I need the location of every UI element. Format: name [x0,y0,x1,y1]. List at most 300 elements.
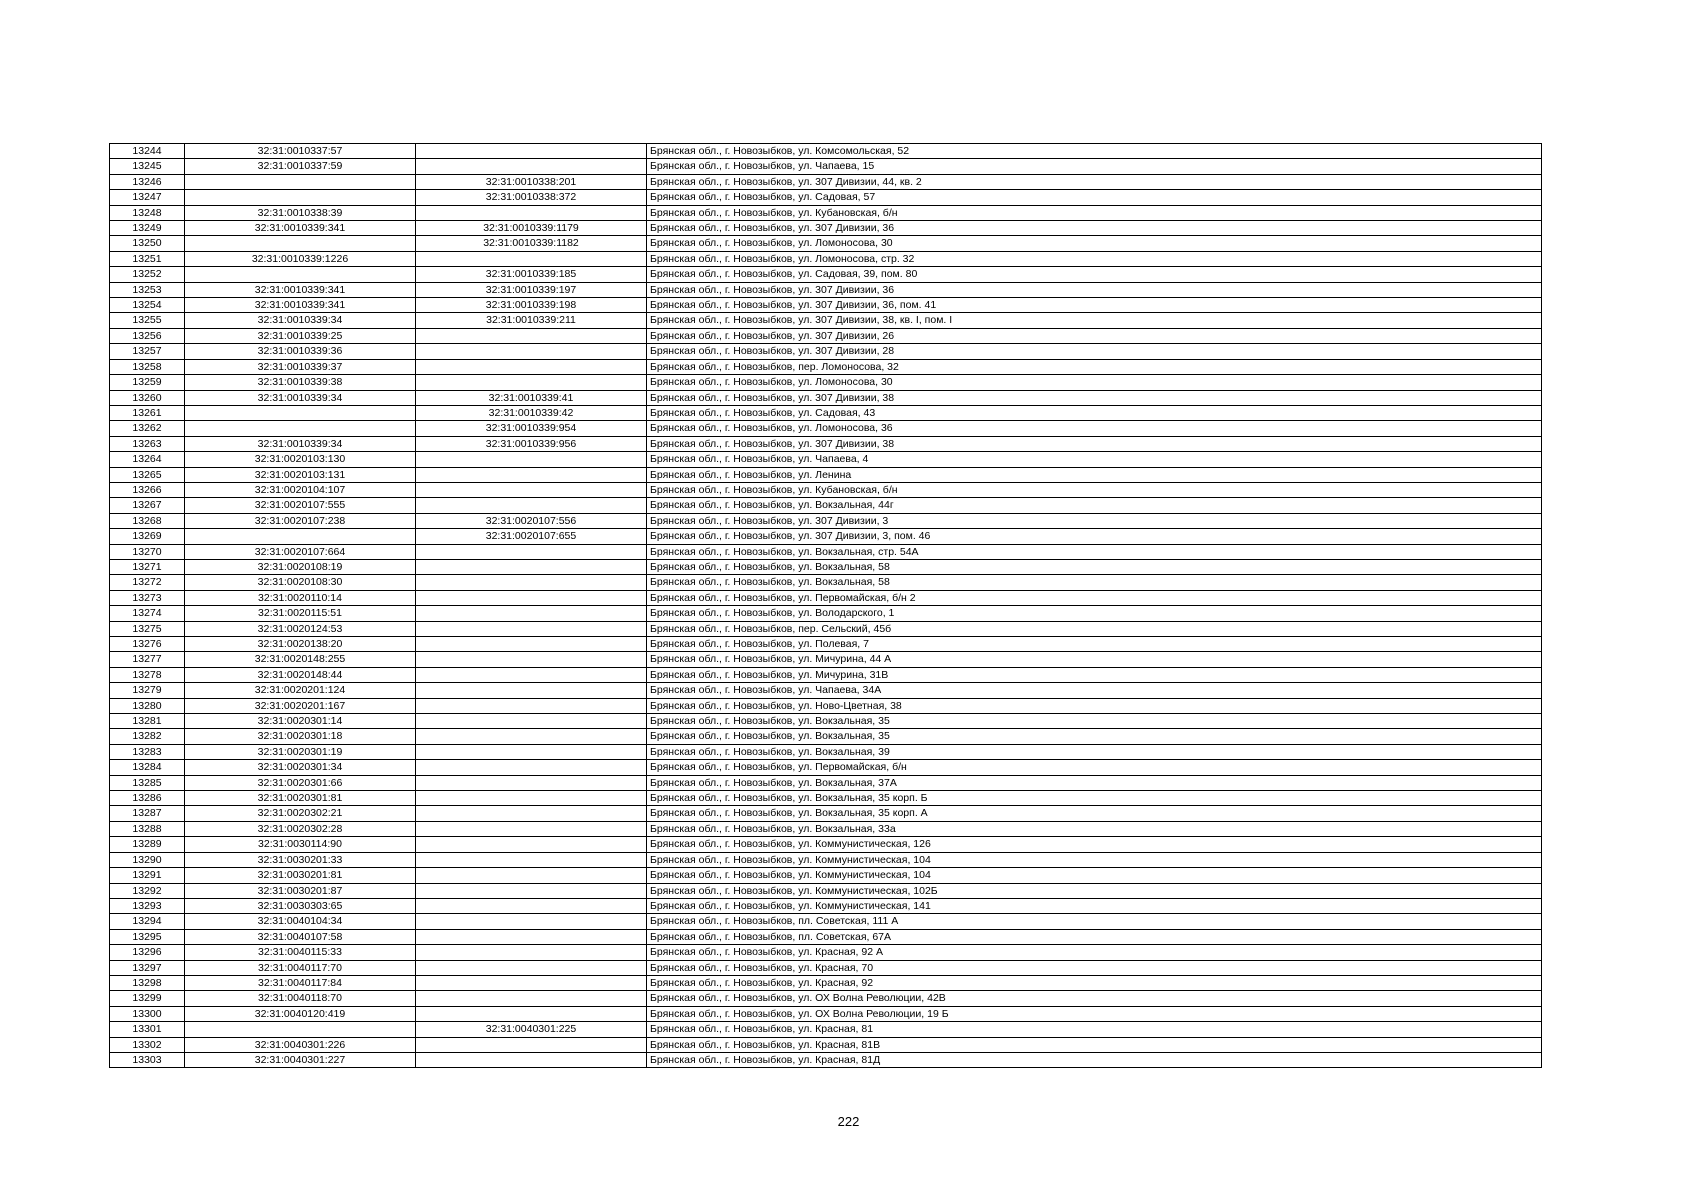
related-cadastral-number-cell [416,359,647,374]
address-cell: Брянская обл., г. Новозыбков, ул. Вокзальная, 58 [647,559,1542,574]
row-number-cell: 13254 [110,298,185,313]
cadastral-number-cell: 32:31:0020302:28 [185,821,416,836]
row-number-cell: 13303 [110,1052,185,1067]
row-number-cell: 13271 [110,559,185,574]
table-row [110,375,1542,390]
related-cadastral-number-cell: 32:31:0010339:956 [416,436,647,451]
cadastral-number-cell [185,421,416,436]
related-cadastral-number-cell [416,975,647,990]
table-row [110,359,1542,374]
address-cell: Брянская обл., г. Новозыбков, ул. Чапаева, 4 [647,452,1542,467]
related-cadastral-number-cell: 32:31:0010339:1179 [416,221,647,236]
address-cell: Брянская обл., г. Новозыбков, ул. Вокзальная, 44г [647,498,1542,513]
cadastral-number-cell: 32:31:0010338:39 [185,205,416,220]
table-row [110,452,1542,467]
table-row [110,405,1542,420]
table-row [110,1052,1542,1067]
related-cadastral-number-cell [416,714,647,729]
table-row [110,991,1542,1006]
address-cell: Брянская обл., г. Новозыбков, ул. Володарского, 1 [647,606,1542,621]
cadastral-number-cell [185,190,416,205]
table-row [110,313,1542,328]
row-number-cell: 13262 [110,421,185,436]
address-cell: Брянская обл., г. Новозыбков, ул. Ломоносова, 30 [647,236,1542,251]
related-cadastral-number-cell [416,883,647,898]
table-row [110,683,1542,698]
row-number-cell: 13284 [110,760,185,775]
related-cadastral-number-cell [416,775,647,790]
cadastral-number-cell: 32:31:0020110:14 [185,590,416,605]
address-cell: Брянская обл., г. Новозыбков, ул. Вокзальная, 35 [647,729,1542,744]
address-cell: Брянская обл., г. Новозыбков, пер. Сельский, 45б [647,621,1542,636]
address-cell: Брянская обл., г. Новозыбков, ул. 307 Дивизии, 44, кв. 2 [647,174,1542,189]
cadastral-number-cell: 32:31:0020301:66 [185,775,416,790]
row-number-cell: 13247 [110,190,185,205]
table-row [110,159,1542,174]
table-row [110,1022,1542,1037]
row-number-cell: 13275 [110,621,185,636]
related-cadastral-number-cell [416,898,647,913]
cadastral-number-cell: 32:31:0020124:53 [185,621,416,636]
cadastral-number-cell: 32:31:0020201:167 [185,698,416,713]
address-cell: Брянская обл., г. Новозыбков, ул. Вокзальная, 58 [647,575,1542,590]
cadastral-number-cell: 32:31:0040104:34 [185,914,416,929]
related-cadastral-number-cell [416,1037,647,1052]
cadastral-number-cell [185,405,416,420]
related-cadastral-number-cell [416,698,647,713]
address-cell: Брянская обл., г. Новозыбков, ул. ОХ Волна Революции, 42В [647,991,1542,1006]
related-cadastral-number-cell [416,729,647,744]
table-row [110,513,1542,528]
row-number-cell: 13244 [110,144,185,159]
table-row [110,529,1542,544]
address-cell: Брянская обл., г. Новозыбков, ул. 307 Дивизии, 38, кв. I, пом. I [647,313,1542,328]
row-number-cell: 13292 [110,883,185,898]
related-cadastral-number-cell: 32:31:0010338:372 [416,190,647,205]
related-cadastral-number-cell [416,1052,647,1067]
table-row [110,174,1542,189]
address-cell: Брянская обл., г. Новозыбков, ул. Кубановская, б/н [647,482,1542,497]
address-cell: Брянская обл., г. Новозыбков, ул. Кубановская, б/н [647,205,1542,220]
cadastral-number-cell: 32:31:0020108:30 [185,575,416,590]
cadastral-number-cell: 32:31:0020301:14 [185,714,416,729]
address-cell: Брянская обл., г. Новозыбков, ул. Красная, 81В [647,1037,1542,1052]
related-cadastral-number-cell [416,652,647,667]
related-cadastral-number-cell [416,852,647,867]
row-number-cell: 13291 [110,868,185,883]
table-row [110,960,1542,975]
table-row [110,945,1542,960]
row-number-cell: 13270 [110,544,185,559]
row-number-cell: 13293 [110,898,185,913]
table-row [110,698,1542,713]
cadastral-number-cell: 32:31:0010339:38 [185,375,416,390]
related-cadastral-number-cell [416,575,647,590]
row-number-cell: 13253 [110,282,185,297]
related-cadastral-number-cell [416,452,647,467]
address-cell: Брянская обл., г. Новозыбков, ул. Комсомольская, 52 [647,144,1542,159]
cadastral-number-cell: 32:31:0020301:18 [185,729,416,744]
row-number-cell: 13263 [110,436,185,451]
address-cell: Брянская обл., г. Новозыбков, ул. Первомайская, б/н [647,760,1542,775]
address-cell: Брянская обл., г. Новозыбков, ул. Полевая, 7 [647,637,1542,652]
address-cell: Брянская обл., г. Новозыбков, ул. Красная, 81Д [647,1052,1542,1067]
cadastral-number-cell: 32:31:0040120:419 [185,1006,416,1021]
table-row [110,637,1542,652]
table-row [110,1037,1542,1052]
table-row [110,328,1542,343]
row-number-cell: 13261 [110,405,185,420]
table-row [110,652,1542,667]
related-cadastral-number-cell [416,205,647,220]
table-row [110,251,1542,266]
cadastral-number-cell: 32:31:0020107:555 [185,498,416,513]
row-number-cell: 13251 [110,251,185,266]
cadastral-number-cell: 32:31:0040117:84 [185,975,416,990]
cadastral-number-cell: 32:31:0020107:664 [185,544,416,559]
related-cadastral-number-cell [416,945,647,960]
address-cell: Брянская обл., г. Новозыбков, ул. Чапаева, 15 [647,159,1542,174]
table-row [110,190,1542,205]
related-cadastral-number-cell [416,914,647,929]
table-row [110,898,1542,913]
row-number-cell: 13286 [110,791,185,806]
row-number-cell: 13302 [110,1037,185,1052]
row-number-cell: 13297 [110,960,185,975]
table-row [110,267,1542,282]
row-number-cell: 13266 [110,482,185,497]
cadastral-number-cell: 32:31:0020301:34 [185,760,416,775]
table-row [110,883,1542,898]
table-row [110,791,1542,806]
registry-sheet [109,143,1541,1068]
row-number-cell: 13257 [110,344,185,359]
related-cadastral-number-cell: 32:31:0010339:211 [416,313,647,328]
related-cadastral-number-cell [416,144,647,159]
cadastral-number-cell [185,1022,416,1037]
address-cell: Брянская обл., г. Новозыбков, ул. 307 Дивизии, 28 [647,344,1542,359]
cadastral-number-cell: 32:31:0030114:90 [185,837,416,852]
table-row [110,221,1542,236]
row-number-cell: 13248 [110,205,185,220]
table-row [110,390,1542,405]
row-number-cell: 13290 [110,852,185,867]
related-cadastral-number-cell: 32:31:0020107:556 [416,513,647,528]
cadastral-number-cell: 32:31:0030201:33 [185,852,416,867]
cadastral-number-cell: 32:31:0020302:21 [185,806,416,821]
cadastral-number-cell: 32:31:0040117:70 [185,960,416,975]
row-number-cell: 13272 [110,575,185,590]
related-cadastral-number-cell: 32:31:0010339:954 [416,421,647,436]
row-number-cell: 13267 [110,498,185,513]
address-cell: Брянская обл., г. Новозыбков, пл. Советская, 67А [647,929,1542,944]
cadastral-number-cell: 32:31:0010337:57 [185,144,416,159]
cadastral-number-cell: 32:31:0020115:51 [185,606,416,621]
address-cell: Брянская обл., г. Новозыбков, ул. 307 Дивизии, 26 [647,328,1542,343]
related-cadastral-number-cell [416,821,647,836]
row-number-cell: 13269 [110,529,185,544]
table-row [110,205,1542,220]
row-number-cell: 13300 [110,1006,185,1021]
related-cadastral-number-cell [416,806,647,821]
related-cadastral-number-cell [416,929,647,944]
address-cell: Брянская обл., г. Новозыбков, ул. Вокзальная, 33а [647,821,1542,836]
row-number-cell: 13299 [110,991,185,1006]
row-number-cell: 13256 [110,328,185,343]
related-cadastral-number-cell [416,683,647,698]
row-number-cell: 13268 [110,513,185,528]
related-cadastral-number-cell: 32:31:0010339:198 [416,298,647,313]
related-cadastral-number-cell [416,1006,647,1021]
row-number-cell: 13285 [110,775,185,790]
cadastral-number-cell: 32:31:0020104:107 [185,482,416,497]
cadastral-number-cell: 32:31:0010339:37 [185,359,416,374]
related-cadastral-number-cell: 32:31:0010339:42 [416,405,647,420]
table-row [110,344,1542,359]
cadastral-number-cell: 32:31:0020108:19 [185,559,416,574]
cadastral-number-cell: 32:31:0010339:1226 [185,251,416,266]
related-cadastral-number-cell [416,621,647,636]
related-cadastral-number-cell: 32:31:0010339:1182 [416,236,647,251]
cadastral-number-cell: 32:31:0020301:81 [185,791,416,806]
table-row [110,1006,1542,1021]
address-cell: Брянская обл., г. Новозыбков, ул. Садовая, 39, пом. 80 [647,267,1542,282]
address-cell: Брянская обл., г. Новозыбков, ул. 307 Дивизии, 38 [647,390,1542,405]
row-number-cell: 13252 [110,267,185,282]
address-cell: Брянская обл., г. Новозыбков, ул. 307 Дивизии, 3 [647,513,1542,528]
address-cell: Брянская обл., г. Новозыбков, пер. Ломоносова, 32 [647,359,1542,374]
table-row [110,667,1542,682]
address-cell: Брянская обл., г. Новозыбков, ул. Красная, 92 [647,975,1542,990]
address-cell: Брянская обл., г. Новозыбков, пл. Советская, 111 А [647,914,1542,929]
row-number-cell: 13277 [110,652,185,667]
address-cell: Брянская обл., г. Новозыбков, ул. Ново-Цветная, 38 [647,698,1542,713]
related-cadastral-number-cell [416,559,647,574]
related-cadastral-number-cell [416,606,647,621]
address-cell: Брянская обл., г. Новозыбков, ул. Вокзальная, 39 [647,744,1542,759]
cadastral-number-cell: 32:31:0040301:226 [185,1037,416,1052]
row-number-cell: 13287 [110,806,185,821]
address-cell: Брянская обл., г. Новозыбков, ул. Мичурина, 44 А [647,652,1542,667]
address-cell: Брянская обл., г. Новозыбков, ул. Мичурина, 31В [647,667,1542,682]
cadastral-number-cell: 32:31:0010339:341 [185,282,416,297]
table-row [110,544,1542,559]
row-number-cell: 13278 [110,667,185,682]
address-cell: Брянская обл., г. Новозыбков, ул. 307 Дивизии, 36, пом. 41 [647,298,1542,313]
cadastral-number-cell: 32:31:0020201:124 [185,683,416,698]
address-cell: Брянская обл., г. Новозыбков, ул. 307 Дивизии, 36 [647,282,1542,297]
related-cadastral-number-cell [416,482,647,497]
cadastral-number-cell: 32:31:0010339:341 [185,298,416,313]
related-cadastral-number-cell [416,667,647,682]
row-number-cell: 13246 [110,174,185,189]
row-number-cell: 13273 [110,590,185,605]
related-cadastral-number-cell [416,328,647,343]
row-number-cell: 13288 [110,821,185,836]
address-cell: Брянская обл., г. Новозыбков, ул. Первомайская, б/н 2 [647,590,1542,605]
address-cell: Брянская обл., г. Новозыбков, ул. Красная, 81 [647,1022,1542,1037]
address-cell: Брянская обл., г. Новозыбков, ул. Садовая, 57 [647,190,1542,205]
related-cadastral-number-cell [416,498,647,513]
table-row [110,575,1542,590]
cadastral-number-cell: 32:31:0010337:59 [185,159,416,174]
address-cell: Брянская обл., г. Новозыбков, ул. Ломоносова, 36 [647,421,1542,436]
related-cadastral-number-cell [416,760,647,775]
row-number-cell: 13289 [110,837,185,852]
cadastral-number-cell: 32:31:0040115:33 [185,945,416,960]
cadastral-number-cell [185,236,416,251]
address-cell: Брянская обл., г. Новозыбков, ул. Коммунистическая, 104 [647,868,1542,883]
address-cell: Брянская обл., г. Новозыбков, ул. Вокзальная, 37А [647,775,1542,790]
cadastral-number-cell [185,267,416,282]
table-row [110,729,1542,744]
row-number-cell: 13279 [110,683,185,698]
related-cadastral-number-cell [416,544,647,559]
related-cadastral-number-cell: 32:31:0010339:197 [416,282,647,297]
row-number-cell: 13255 [110,313,185,328]
cadastral-number-cell: 32:31:0010339:25 [185,328,416,343]
table-row [110,421,1542,436]
related-cadastral-number-cell [416,637,647,652]
cadastral-number-cell: 32:31:0010339:34 [185,390,416,405]
table-row [110,236,1542,251]
related-cadastral-number-cell [416,251,647,266]
cadastral-number-cell: 32:31:0020148:44 [185,667,416,682]
table-row [110,467,1542,482]
address-cell: Брянская обл., г. Новозыбков, ул. ОХ Волна Революции, 19 Б [647,1006,1542,1021]
page-number: 222 [837,1114,860,1129]
row-number-cell: 13259 [110,375,185,390]
address-cell: Брянская обл., г. Новозыбков, ул. Ломоносова, 30 [647,375,1542,390]
cadastral-number-cell: 32:31:0030303:65 [185,898,416,913]
table-row [110,975,1542,990]
row-number-cell: 13276 [110,637,185,652]
related-cadastral-number-cell [416,344,647,359]
table-row [110,298,1542,313]
address-cell: Брянская обл., г. Новозыбков, ул. Коммунистическая, 104 [647,852,1542,867]
row-number-cell: 13264 [110,452,185,467]
address-cell: Брянская обл., г. Новозыбков, ул. Чапаева, 34А [647,683,1542,698]
related-cadastral-number-cell: 32:31:0010339:41 [416,390,647,405]
related-cadastral-number-cell [416,868,647,883]
related-cadastral-number-cell [416,375,647,390]
table-row [110,559,1542,574]
address-cell: Брянская обл., г. Новозыбков, ул. 307 Дивизии, 3, пом. 46 [647,529,1542,544]
table-row [110,621,1542,636]
row-number-cell: 13265 [110,467,185,482]
table-row [110,914,1542,929]
table-row [110,606,1542,621]
table-row [110,821,1542,836]
cadastral-number-cell: 32:31:0020103:131 [185,467,416,482]
address-cell: Брянская обл., г. Новозыбков, ул. Красная, 92 А [647,945,1542,960]
related-cadastral-number-cell: 32:31:0010338:201 [416,174,647,189]
cadastral-number-cell: 32:31:0040118:70 [185,991,416,1006]
table-row [110,837,1542,852]
address-cell: Брянская обл., г. Новозыбков, ул. 307 Дивизии, 38 [647,436,1542,451]
row-number-cell: 13301 [110,1022,185,1037]
table-row [110,144,1542,159]
address-cell: Брянская обл., г. Новозыбков, ул. 307 Дивизии, 36 [647,221,1542,236]
address-cell: Брянская обл., г. Новозыбков, ул. Вокзальная, стр. 54А [647,544,1542,559]
address-cell: Брянская обл., г. Новозыбков, ул. Садовая, 43 [647,405,1542,420]
related-cadastral-number-cell [416,791,647,806]
address-cell: Брянская обл., г. Новозыбков, ул. Коммунистическая, 102Б [647,883,1542,898]
table-row [110,282,1542,297]
row-number-cell: 13298 [110,975,185,990]
table-row [110,760,1542,775]
row-number-cell: 13245 [110,159,185,174]
table-row [110,852,1542,867]
related-cadastral-number-cell [416,837,647,852]
related-cadastral-number-cell [416,960,647,975]
row-number-cell: 13283 [110,744,185,759]
cadastral-number-cell: 32:31:0030201:81 [185,868,416,883]
related-cadastral-number-cell: 32:31:0010339:185 [416,267,647,282]
cadastral-number-cell: 32:31:0020148:255 [185,652,416,667]
table-row [110,744,1542,759]
cadastral-number-cell: 32:31:0040301:227 [185,1052,416,1067]
cadastral-number-cell: 32:31:0040107:58 [185,929,416,944]
table-row [110,929,1542,944]
address-cell: Брянская обл., г. Новозыбков, ул. Коммунистическая, 126 [647,837,1542,852]
cadastral-number-cell: 32:31:0020301:19 [185,744,416,759]
table-row [110,498,1542,513]
related-cadastral-number-cell: 32:31:0020107:655 [416,529,647,544]
row-number-cell: 13250 [110,236,185,251]
address-cell: Брянская обл., г. Новозыбков, ул. Вокзальная, 35 корп. Б [647,791,1542,806]
cadastral-number-cell: 32:31:0030201:87 [185,883,416,898]
related-cadastral-number-cell [416,159,647,174]
address-cell: Брянская обл., г. Новозыбков, ул. Ломоносова, стр. 32 [647,251,1542,266]
address-cell: Брянская обл., г. Новозыбков, ул. Вокзальная, 35 [647,714,1542,729]
table-row [110,868,1542,883]
address-cell: Брянская обл., г. Новозыбков, ул. Коммунистическая, 141 [647,898,1542,913]
row-number-cell: 13281 [110,714,185,729]
cadastral-number-cell: 32:31:0020138:20 [185,637,416,652]
row-number-cell: 13294 [110,914,185,929]
cadastral-number-cell [185,174,416,189]
related-cadastral-number-cell [416,991,647,1006]
registry-table [109,143,1542,1068]
cadastral-number-cell: 32:31:0020103:130 [185,452,416,467]
cadastral-number-cell: 32:31:0010339:34 [185,313,416,328]
row-number-cell: 13295 [110,929,185,944]
related-cadastral-number-cell [416,744,647,759]
row-number-cell: 13249 [110,221,185,236]
related-cadastral-number-cell: 32:31:0040301:225 [416,1022,647,1037]
row-number-cell: 13274 [110,606,185,621]
cadastral-number-cell: 32:31:0020107:238 [185,513,416,528]
related-cadastral-number-cell [416,467,647,482]
cadastral-number-cell: 32:31:0010339:36 [185,344,416,359]
cadastral-number-cell: 32:31:0010339:34 [185,436,416,451]
registry-table-body [110,144,1542,1068]
table-row [110,482,1542,497]
table-row [110,806,1542,821]
table-row [110,775,1542,790]
row-number-cell: 13296 [110,945,185,960]
table-row [110,590,1542,605]
table-row [110,436,1542,451]
related-cadastral-number-cell [416,590,647,605]
address-cell: Брянская обл., г. Новозыбков, ул. Вокзальная, 35 корп. А [647,806,1542,821]
cadastral-number-cell [185,529,416,544]
row-number-cell: 13260 [110,390,185,405]
row-number-cell: 13282 [110,729,185,744]
address-cell: Брянская обл., г. Новозыбков, ул. Красная, 70 [647,960,1542,975]
address-cell: Брянская обл., г. Новозыбков, ул. Ленина [647,467,1542,482]
